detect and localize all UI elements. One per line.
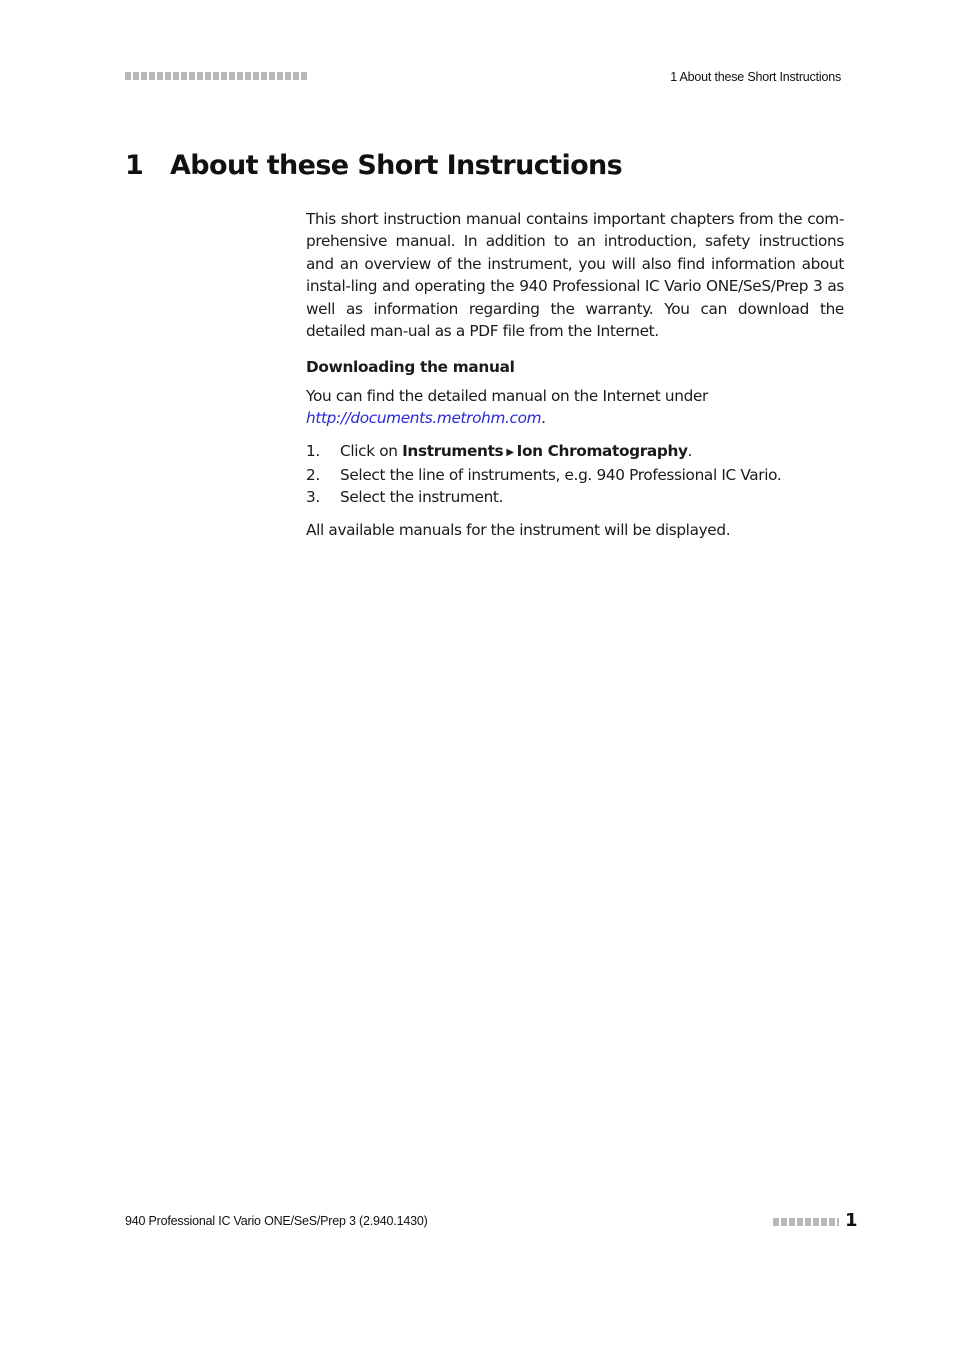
menu-arrow-icon: ▶	[506, 446, 514, 458]
list-item	[306, 440, 844, 464]
list-item	[306, 464, 844, 486]
step-number: 3.	[306, 488, 320, 507]
download-text: You can find the detailed manual on the Internet under	[306, 386, 708, 405]
step-text: Select the instrument.	[340, 488, 504, 507]
intro-paragraph: This short instruction manual contains important chapters from the com-prehensive manual. In addition to an introduction, safety instructions and an overview of the instrument, you will also find information about instal-ling and operating the 940 Professional IC Vario ONE/SeS/Prep 3 as well as information regarding the warranty. You can download the detailed man-ual as a PDF file from the Internet.	[306, 210, 844, 341]
menu-ion-chromatography: Ion Chromatography	[516, 441, 688, 460]
step-text: Select the line of instruments, e.g. 940 Professional IC Vario.	[340, 466, 782, 485]
header-decoration	[125, 72, 307, 80]
main-content	[306, 208, 844, 541]
step-number: 2.	[306, 466, 320, 485]
footer-decoration	[773, 1218, 839, 1226]
menu-instruments: Instruments	[402, 441, 504, 460]
chapter-number: 1	[125, 150, 144, 181]
download-text-end: .	[541, 409, 546, 428]
section-heading: Downloading the manual	[306, 358, 515, 377]
step-text: Click on Instruments ▶ Ion Chromatography.	[340, 441, 693, 460]
page-number: 1	[845, 1210, 858, 1231]
manual-link[interactable]: http://documents.metrohm.com	[306, 409, 542, 428]
chapter-title-text: About these Short Instructions	[170, 150, 623, 181]
steps-list	[306, 440, 844, 509]
running-header-title: 1 About these Short Instructions	[670, 70, 841, 84]
footer-document-name: 940 Professional IC Vario ONE/SeS/Prep 3 (2.940.1430)	[125, 1214, 428, 1228]
step-number: 1.	[306, 441, 320, 460]
download-paragraph	[306, 385, 844, 430]
chapter-title	[125, 150, 622, 181]
list-item	[306, 486, 844, 508]
closing-paragraph: All available manuals for the instrument will be displayed.	[306, 520, 731, 539]
